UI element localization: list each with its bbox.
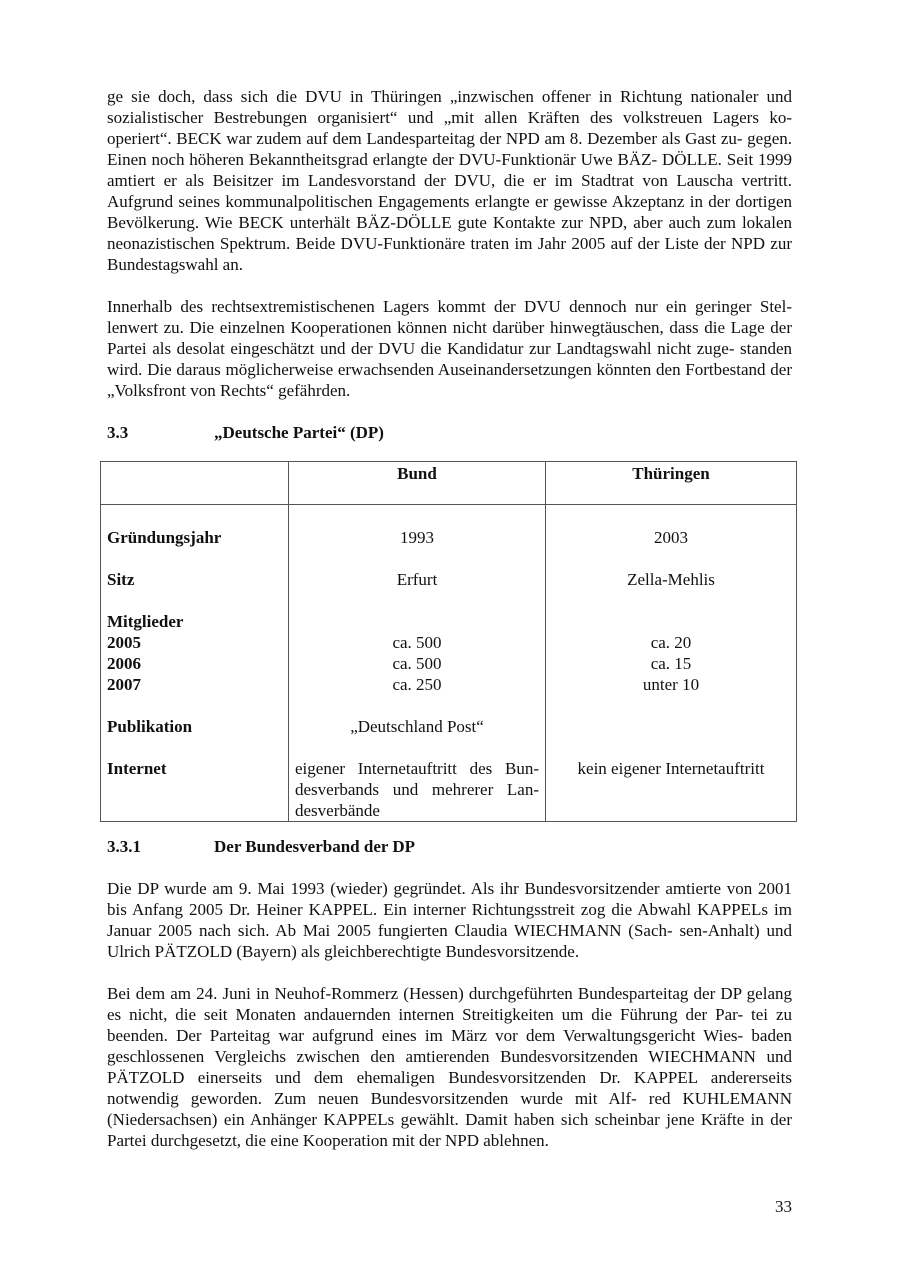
- page-body-lower: [107, 836, 792, 1151]
- thueringen-column: [546, 505, 797, 822]
- header-thueringen: Thüringen: [546, 462, 797, 505]
- label-founding: Gründungsjahr: [107, 528, 222, 547]
- bund-publication: „Deutschland Post“: [350, 717, 484, 736]
- section-heading-3-3-1: [107, 836, 792, 857]
- label-internet: Internet: [107, 759, 167, 778]
- thueringen-founding: 2003: [654, 528, 688, 547]
- thueringen-members-2006: ca. 15: [650, 654, 692, 673]
- bund-members-2006: ca. 500: [392, 654, 442, 673]
- table-header-row: [101, 462, 797, 505]
- section-number: 3.3.1: [107, 837, 141, 856]
- bund-seat: Erfurt: [396, 570, 438, 589]
- bund-internet: eigener Internetauftritt des Bun- desverbands und mehrerer Lan- desverbände: [295, 759, 539, 820]
- bund-members-2005: ca. 500: [392, 633, 442, 652]
- label-year-2007: 2007: [107, 675, 141, 694]
- table-body-row: [101, 505, 797, 822]
- paragraph-dvu-contacts: ge sie doch, dass sich die DVU in Thüringen „inzwischen offener in Richtung nationaler und sozialistischer Bestrebungen organisiert“ und „mit allen Kräften des volkstreuen Lagers ko- operiert“. BECK war zudem auf dem Landesparteitag der NPD am 8. Dezember als Gast zu- gegen. Einen noch höheren Bekanntheitsgrad erlangte der DVU-Funktionär Uwe BÄZ- DÖLLE. Seit 1999 amtiert er als Beisitzer im Landesvorstand der DVU, die er im Stadtrat von Lauscha vertritt. Aufgrund seines kommunalpolitischen Engagements erlangte er gewisse Akzeptanz in der dortigen Bevölkerung. Wie BECK unterhält BÄZ-DÖLLE gute Kontakte zur NPD, aber auch zum lokalen neonazistischen Spektrum. Beide DVU-Funktionäre traten im Jahr 2005 auf der Liste der NPD zur Bundestagswahl an.: [107, 87, 792, 274]
- page-number: 33: [775, 1197, 792, 1216]
- thueringen-internet: kein eigener Internetauftritt: [577, 759, 765, 778]
- thueringen-publication: [552, 716, 790, 737]
- label-column: [101, 505, 289, 822]
- bund-founding: 1993: [400, 528, 434, 547]
- paragraph-dp-founding: Die DP wurde am 9. Mai 1993 (wieder) gegründet. Als ihr Bundesvorsitzender amtierte von 2001 bis Anfang 2005 Dr. Heiner KAPPEL. Ein interner Richtungsstreit zog die Abwahl KAPPELs im Januar 2005 nach sich. Ab Mai 2005 fungierten Claudia WIECHMANN (Sach- sen-Anhalt) und Ulrich PÄTZOLD (Bayern) als gleichberechtigte Bundesvorsitzende.: [107, 879, 792, 961]
- header-bund: Bund: [289, 462, 546, 505]
- label-year-2005: 2005: [107, 633, 141, 652]
- paragraph-dvu-status: Innerhalb des rechtsextremistischenen Lagers kommt der DVU dennoch nur ein geringer Stel- lenwert zu. Die einzelnen Kooperationen können nicht darüber hinwegtäuschen, dass die Lage der Partei als desolat eingeschätzt und der DVU die Kandidatur zur Landtagswahl nicht zuge- standen wird. Die daraus möglicherweise erwachsenden Auseinandersetzungen könnten den Fortbestand der „Volksfront von Rechts“ gefährden.: [107, 297, 792, 400]
- section-heading-3-3: [107, 422, 792, 443]
- page-body: [107, 86, 792, 443]
- bund-column: [289, 505, 546, 822]
- thueringen-seat: Zella-Mehlis: [627, 570, 715, 589]
- dp-facts-table: [100, 461, 797, 822]
- thueringen-members-2005: ca. 20: [650, 633, 692, 652]
- bund-members-2007: ca. 250: [392, 675, 442, 694]
- label-seat: Sitz: [107, 570, 135, 589]
- label-members: Mitglieder: [107, 612, 184, 631]
- section-number: 3.3: [107, 423, 129, 442]
- label-publication: Publikation: [107, 717, 193, 736]
- section-title: Der Bundesverband der DP: [214, 837, 416, 856]
- section-title: „Deutsche Partei“ (DP): [214, 423, 384, 442]
- header-empty: [101, 462, 289, 505]
- label-year-2006: 2006: [107, 654, 141, 673]
- paragraph-dp-party-congress: Bei dem am 24. Juni in Neuhof-Rommerz (Hessen) durchgeführten Bundesparteitag der DP gelang es nicht, die seit Monaten andauernden internen Streitigkeiten um die Führung der Par- tei zu beenden. Der Parteitag war aufgrund eines im März vor dem Verwaltungsgericht Wies- baden geschlossenen Vergleichs zwischen den amtierenden Bundesvorsitzenden WIECHMANN und PÄTZOLD einerseits und dem ehemaligen Bundesvorsitzenden Dr. KAPPEL andererseits notwendig geworden. Zum neuen Bundesvorsitzenden wurde mit Alf- red KUHLEMANN (Niedersachsen) ein Anhänger KAPPELs gewählt. Damit haben sich scheinbar jene Kräfte in der Partei durchgesetzt, die eine Kooperation mit der NPD ablehnen.: [107, 984, 792, 1150]
- thueringen-members-2007: unter 10: [642, 675, 700, 694]
